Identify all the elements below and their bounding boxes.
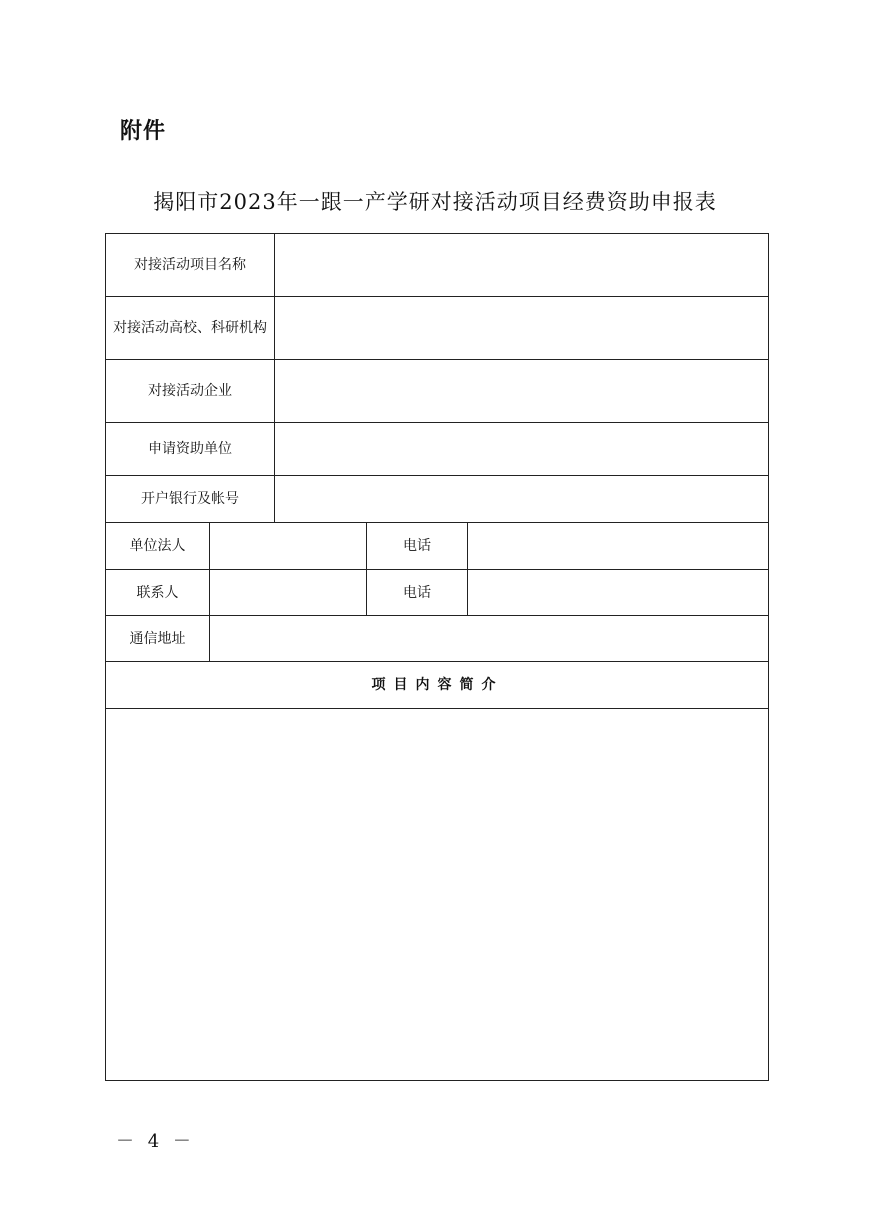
enterprise-label: 对接活动企业 <box>106 360 275 423</box>
phone-value-cell-2[interactable] <box>468 570 769 616</box>
applicant-label: 申请资助单位 <box>106 423 275 476</box>
phone-label-1: 电话 <box>367 523 468 570</box>
bank-account-label: 开户银行及帐号 <box>106 476 275 523</box>
phone-label-2: 电话 <box>367 570 468 616</box>
form-title: 揭阳市2023年一跟一产学研对接活动项目经费资助申报表 <box>153 190 717 214</box>
project-summary-body[interactable] <box>106 709 769 1080</box>
bank-account-value-cell[interactable] <box>275 476 769 523</box>
project-summary-heading: 项目内容简介 <box>106 662 769 709</box>
phone-value-cell-1[interactable] <box>468 523 769 570</box>
page-number: － 4 － <box>116 1131 195 1152</box>
applicant-value-cell[interactable] <box>275 423 769 476</box>
legal-rep-label: 单位法人 <box>106 523 210 570</box>
contact-value-cell[interactable] <box>210 570 367 616</box>
application-form-table <box>105 233 769 1081</box>
address-value-cell[interactable] <box>210 616 769 662</box>
contact-label: 联系人 <box>106 570 210 616</box>
project-name-label: 对接活动项目名称 <box>106 234 275 297</box>
address-label: 通信地址 <box>106 616 210 662</box>
enterprise-value-cell[interactable] <box>275 360 769 423</box>
institution-value-cell[interactable] <box>275 297 769 360</box>
project-name-value-cell[interactable] <box>275 234 769 297</box>
institution-label: 对接活动高校、科研机构 <box>106 297 275 360</box>
legal-rep-value-cell[interactable] <box>210 523 367 570</box>
attachment-label: 附件 <box>120 119 167 144</box>
